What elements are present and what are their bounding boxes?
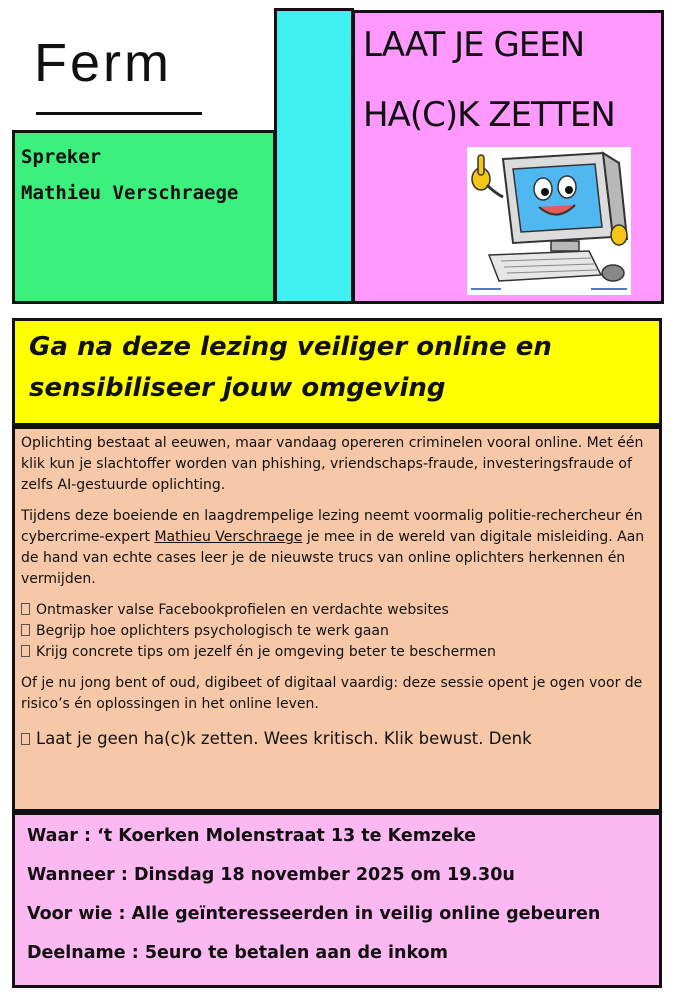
info-audience: Voor wie : Alle geïnteresseerden in veilig online gebeuren <box>27 904 601 924</box>
intro-paragraph: Oplichting bestaat al eeuwen, maar vandaag opereren criminelen vooral online. Met één klik kun je slachtoffer worden van phishing, vriendschaps-fraude, investeringsfraude of zelfs AI-gestuurde oplichting. <box>21 435 644 493</box>
lecture-text-end: je mee in de wereld van digitale misleiding. Aan de hand van echte cases leer je de nieuwste trucs van online oplichters herkennen én vermijden. <box>21 529 645 587</box>
logo-text: Ferm <box>34 33 172 93</box>
list-item <box>21 621 653 642</box>
lecture-text-start: Tijdens deze boeiende en laagdrempelige lezing neemt voormalig politie-rechercheur én cybercrime-expert <box>21 508 643 545</box>
bullet-text: Begrijp hoe oplichters psychologisch te werk gaan <box>36 623 389 639</box>
headline-line-1: Ga na deze lezing veiliger online en <box>29 332 552 362</box>
cyan-column <box>274 8 354 304</box>
info-date: Wanneer : Dinsdag 18 november 2025 om 19.30u <box>27 865 515 885</box>
list-item <box>21 642 653 663</box>
title-box <box>352 10 664 304</box>
bullet-box-icon <box>21 624 30 636</box>
audience-paragraph: Of je nu jong bent of oud, digibeet of digitaal vaardig: deze sessie opent je ogen voor de risico’s én oplossingen in het online leven. <box>21 675 643 712</box>
info-price: Deelname : 5euro te betalen aan de inkom <box>27 943 448 963</box>
speaker-box <box>12 130 276 304</box>
bullet-box-icon <box>21 645 30 657</box>
bullet-box-icon <box>21 733 30 745</box>
lecture-paragraph <box>21 506 653 590</box>
title-line-1: LAAT JE GEEN <box>363 25 585 65</box>
event-info-box <box>12 812 662 988</box>
speaker-name: Mathieu Verschraege <box>21 182 239 204</box>
speaker-name-underlined: Mathieu Verschraege <box>154 529 303 545</box>
closing-text: Laat je geen ha(c)k zetten. Wees kritisch. Klik bewust. Denk <box>36 729 532 748</box>
ferm-logo <box>34 33 204 121</box>
bullet-list <box>21 600 653 663</box>
bullet-text: Krijg concrete tips om jezelf én je omgeving beter te beschermen <box>36 644 496 660</box>
closing-slogan <box>21 727 653 751</box>
speaker-label: Spreker <box>21 146 102 168</box>
bullet-box-icon <box>21 603 30 615</box>
headline-box <box>12 318 662 426</box>
title-line-2: HA(C)K ZETTEN <box>363 95 615 135</box>
list-item <box>21 600 653 621</box>
headline-line-2: sensibiliseer jouw omgeving <box>29 373 446 403</box>
bullet-text: Ontmasker valse Facebookprofielen en verdachte websites <box>36 602 449 618</box>
info-location: Waar : ‘t Koerken Molenstraat 13 te Kemzeke <box>27 826 477 846</box>
computer-mascot-illustration <box>467 147 631 295</box>
logo-underline <box>36 112 202 115</box>
description-box <box>12 426 662 812</box>
